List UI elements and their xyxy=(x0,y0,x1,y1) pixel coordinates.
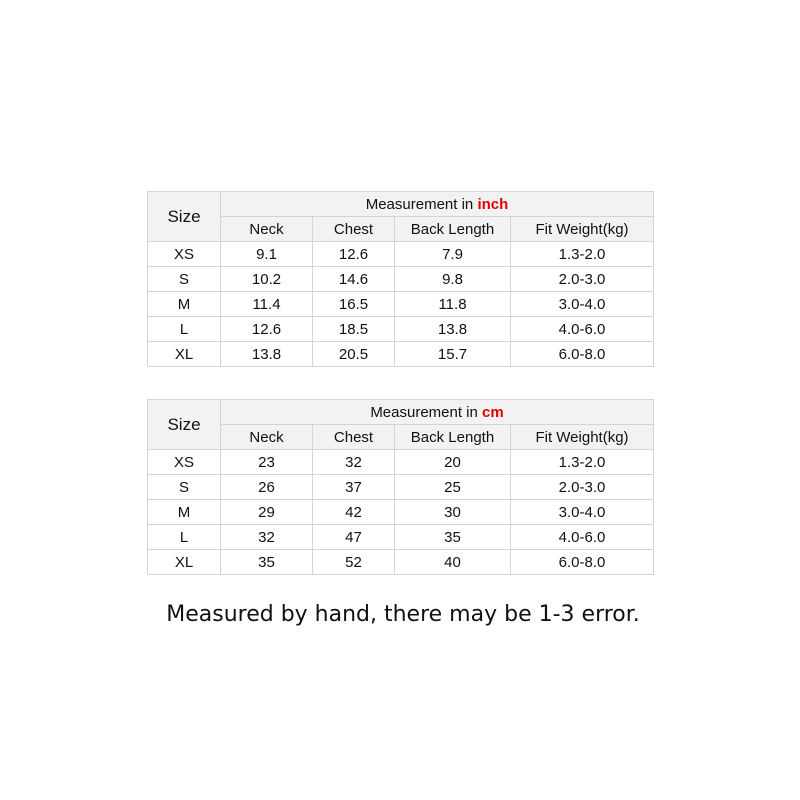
fit-weight-cell: 1.3-2.0 xyxy=(511,450,654,475)
chest-cell: 52 xyxy=(313,550,395,575)
back-length-cell: 35 xyxy=(395,525,511,550)
chest-cell: 16.5 xyxy=(313,292,395,317)
table-row xyxy=(148,342,654,367)
column-header-back-length: Back Length xyxy=(395,217,511,242)
table-row xyxy=(148,475,654,500)
measurement-prefix: Measurement in xyxy=(365,195,478,213)
fit-weight-cell: 6.0-8.0 xyxy=(511,342,654,367)
measurement-note: Measured by hand, there may be 1-3 error. xyxy=(166,602,640,627)
size-cell: XL xyxy=(148,550,221,575)
back-length-cell: 11.8 xyxy=(395,292,511,317)
size-cell: XS xyxy=(148,242,221,267)
table-row xyxy=(148,450,654,475)
size-cell: XS xyxy=(148,450,221,475)
fit-weight-cell: 6.0-8.0 xyxy=(511,550,654,575)
column-header-back-length: Back Length xyxy=(395,425,511,450)
column-header-neck: Neck xyxy=(221,425,313,450)
chest-cell: 32 xyxy=(313,450,395,475)
table-row xyxy=(148,525,654,550)
back-length-cell: 7.9 xyxy=(395,242,511,267)
chest-cell: 47 xyxy=(313,525,395,550)
measurement-prefix: Measurement in xyxy=(370,403,483,421)
back-length-cell: 20 xyxy=(395,450,511,475)
neck-cell: 10.2 xyxy=(221,267,313,292)
table-header-row xyxy=(148,192,654,217)
size-table-inch xyxy=(147,191,654,367)
chest-cell: 42 xyxy=(313,500,395,525)
size-table-cm xyxy=(147,399,654,575)
neck-cell: 26 xyxy=(221,475,313,500)
measurement-group-header xyxy=(221,192,654,217)
size-cell: M xyxy=(148,292,221,317)
neck-cell: 32 xyxy=(221,525,313,550)
back-length-cell: 15.7 xyxy=(395,342,511,367)
table-row xyxy=(148,292,654,317)
chest-cell: 12.6 xyxy=(313,242,395,267)
size-cell: S xyxy=(148,475,221,500)
neck-cell: 13.8 xyxy=(221,342,313,367)
chest-cell: 20.5 xyxy=(313,342,395,367)
size-column-header: Size xyxy=(148,400,221,450)
back-length-cell: 13.8 xyxy=(395,317,511,342)
fit-weight-cell: 3.0-4.0 xyxy=(511,500,654,525)
chest-cell: 14.6 xyxy=(313,267,395,292)
back-length-cell: 30 xyxy=(395,500,511,525)
column-header-row xyxy=(148,425,654,450)
table-row xyxy=(148,317,654,342)
neck-cell: 35 xyxy=(221,550,313,575)
size-cell: M xyxy=(148,500,221,525)
fit-weight-cell: 3.0-4.0 xyxy=(511,292,654,317)
size-column-header: Size xyxy=(148,192,221,242)
table-row xyxy=(148,267,654,292)
column-header-row xyxy=(148,217,654,242)
fit-weight-cell: 2.0-3.0 xyxy=(511,475,654,500)
neck-cell: 23 xyxy=(221,450,313,475)
size-cell: L xyxy=(148,317,221,342)
back-length-cell: 25 xyxy=(395,475,511,500)
chest-cell: 18.5 xyxy=(313,317,395,342)
back-length-cell: 9.8 xyxy=(395,267,511,292)
unit-label: inch xyxy=(477,195,509,213)
fit-weight-cell: 1.3-2.0 xyxy=(511,242,654,267)
fit-weight-cell: 2.0-3.0 xyxy=(511,267,654,292)
column-header-chest: Chest xyxy=(313,425,395,450)
column-header-fit-weight: Fit Weight(kg) xyxy=(511,425,654,450)
unit-label: cm xyxy=(482,403,504,421)
size-cell: L xyxy=(148,525,221,550)
table-header-row xyxy=(148,400,654,425)
neck-cell: 12.6 xyxy=(221,317,313,342)
table-row xyxy=(148,500,654,525)
measurement-group-header xyxy=(221,400,654,425)
fit-weight-cell: 4.0-6.0 xyxy=(511,317,654,342)
size-cell: XL xyxy=(148,342,221,367)
back-length-cell: 40 xyxy=(395,550,511,575)
neck-cell: 29 xyxy=(221,500,313,525)
column-header-chest: Chest xyxy=(313,217,395,242)
neck-cell: 11.4 xyxy=(221,292,313,317)
column-header-fit-weight: Fit Weight(kg) xyxy=(511,217,654,242)
fit-weight-cell: 4.0-6.0 xyxy=(511,525,654,550)
size-cell: S xyxy=(148,267,221,292)
chest-cell: 37 xyxy=(313,475,395,500)
table-row xyxy=(148,242,654,267)
column-header-neck: Neck xyxy=(221,217,313,242)
neck-cell: 9.1 xyxy=(221,242,313,267)
table-row xyxy=(148,550,654,575)
